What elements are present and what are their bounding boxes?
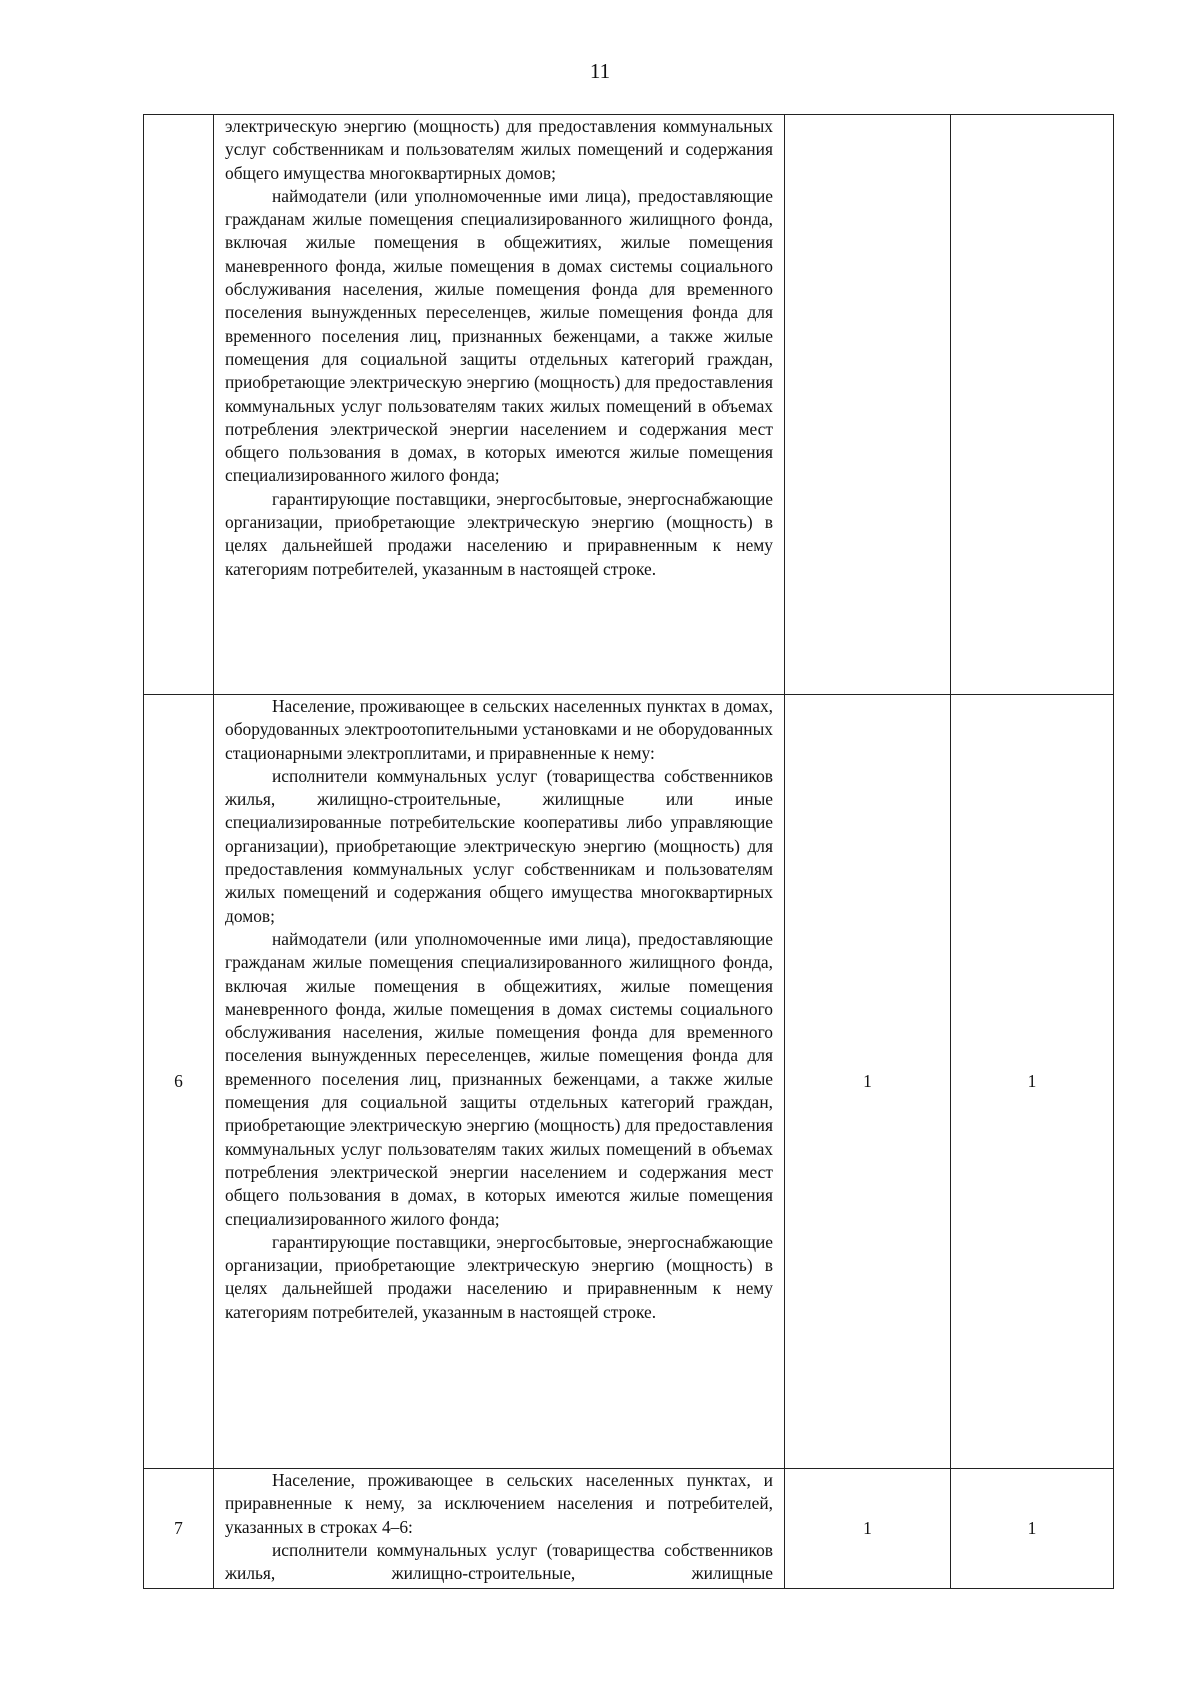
paragraph: гарантирующие поставщики, энергосбытовые, энергоснабжающие организации, приобретающие электрическую энергию (мощность) в целях дальнейшей продажи населению и приравненным к нему категориям потребителей, указанным в настоящей строке. <box>225 488 773 579</box>
row-value-2-cell <box>951 115 1114 695</box>
tariff-table <box>143 114 1114 1589</box>
paragraph: наймодатели (или уполномоченные ими лица), предоставляющие гражданам жилые помещения специализированного жилищного фонда, включая жилые помещения в общежитиях, жилые помещения маневренного фонда, жилые помещения в домах системы социального обслуживания населения, жилые помещения фонда для временного поселения вынужденных переселенцев, жилые помещения фонда для временного поселения лиц, признанных беженцами, а также жилые помещения для социальной защиты отдельных категорий граждан, приобретающие электрическую энергию (мощность) для предоставления коммунальных услуг пользователям таких жилых помещений в объемах потребления электрической энергии населением и содержания мест общего пользования в домах, в которых имеются жилые помещения специализированного жилого фонда; <box>225 185 773 486</box>
page-number: 11 <box>589 59 611 83</box>
paragraph: наймодатели (или уполномоченные ими лица), предоставляющие гражданам жилые помещения специализированного жилищного фонда, включая жилые помещения в общежитиях, жилые помещения маневренного фонда, жилые помещения в домах системы социального обслуживания населения, жилые помещения фонда для временного поселения вынужденных переселенцев, жилые помещения фонда для временного поселения лиц, признанных беженцами, а также жилые помещения для социальной защиты отдельных категорий граждан, приобретающие электрическую энергию (мощность) для предоставления коммунальных услуг пользователям таких жилых помещений в объемах потребления электрической энергии населением и содержания мест общего пользования в домах, в которых имеются жилые помещения специализированного жилого фонда; <box>225 928 773 1229</box>
paragraph: исполнители коммунальных услуг (товарищества собственников жилья, жилищно-строительные, жилищные или иные специализированные потребительские кооперативы либо управляющие организации), приобретающие электрическую энергию (мощность) для предоставления коммунальных услуг собственникам и пользователям жилых помещений и содержания общего имущества многоквартирных домов; <box>225 765 773 926</box>
row-number-cell <box>144 115 214 695</box>
row-value-1-cell: 1 <box>785 1469 951 1589</box>
table-row <box>144 695 1114 1469</box>
row-number-cell: 7 <box>144 1469 214 1589</box>
row-description-cell <box>214 115 785 695</box>
paragraph: электрическую энергию (мощность) для предоставления коммунальных услуг собственникам и пользователям жилых помещений и содержания общего имущества многоквартирных домов; <box>225 116 773 183</box>
row-number-cell: 6 <box>144 695 214 1469</box>
table-row <box>144 115 1114 695</box>
row-description-cell <box>214 695 785 1469</box>
paragraph: исполнители коммунальных услуг (товарищества собственников жилья, жилищно-строительные, жилищные <box>225 1539 773 1584</box>
row-description-cell <box>214 1469 785 1589</box>
row-value-1-cell: 1 <box>785 695 951 1469</box>
row-value-2-cell: 1 <box>951 1469 1114 1589</box>
table-row <box>144 1469 1114 1589</box>
row-value-1-cell <box>785 115 951 695</box>
row-value-2-cell: 1 <box>951 695 1114 1469</box>
paragraph: гарантирующие поставщики, энергосбытовые, энергоснабжающие организации, приобретающие электрическую энергию (мощность) в целях дальнейшей продажи населению и приравненным к нему категориям потребителей, указанным в настоящей строке. <box>225 1231 773 1322</box>
paragraph: Население, проживающее в сельских населенных пунктах в домах, оборудованных электроотопительными установками и не оборудованных стационарными электроплитами, и приравненные к нему: <box>225 696 773 763</box>
paragraph: Население, проживающее в сельских населенных пунктах, и приравненные к нему, за исключением населения и потребителей, указанных в строках 4–6: <box>225 1470 773 1537</box>
